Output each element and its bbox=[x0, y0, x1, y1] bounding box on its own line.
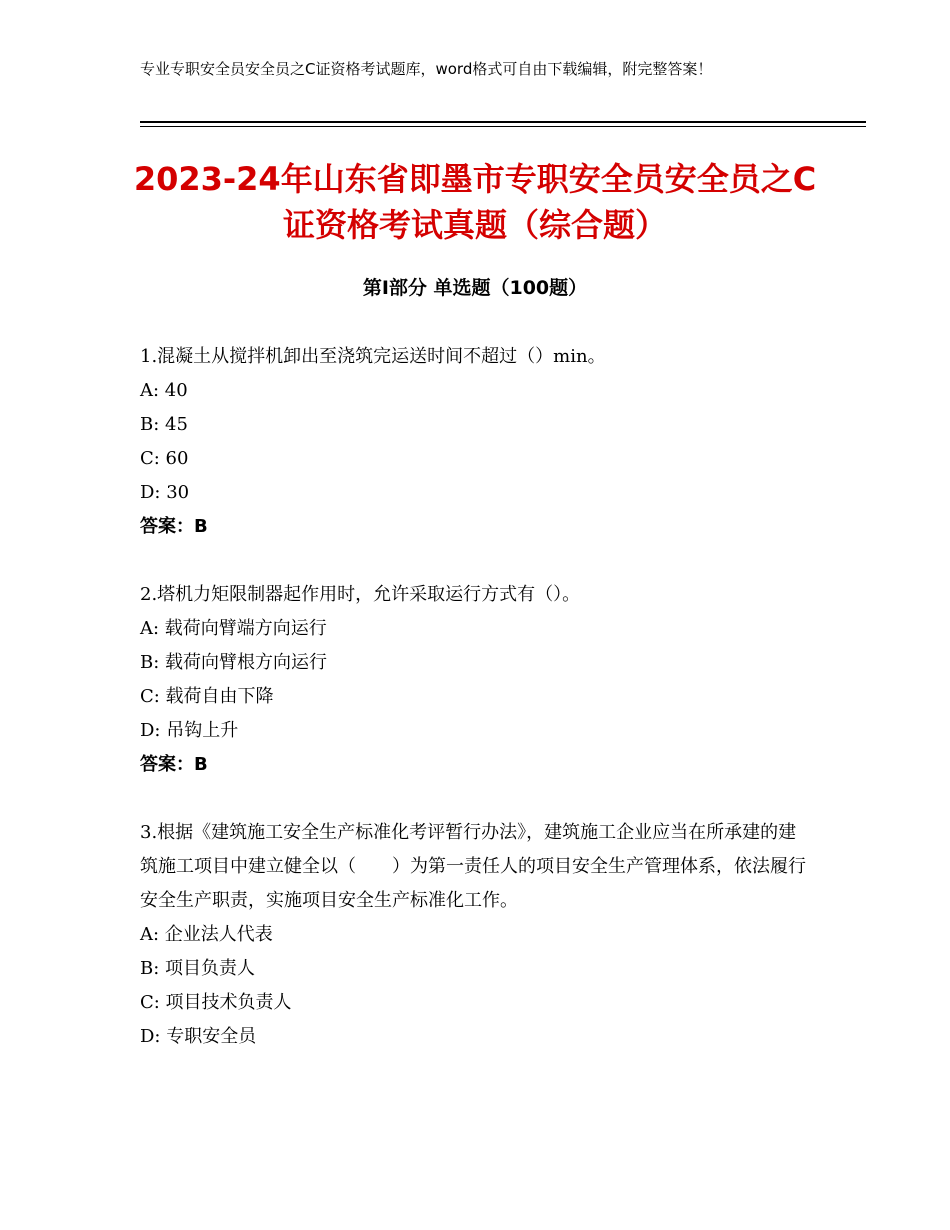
option-a: A: 企业法人代表 bbox=[140, 924, 273, 945]
option-b: B: 45 bbox=[140, 414, 188, 435]
question-text: 2.塔机力矩限制器起作用时，允许采取运行方式有（）。 bbox=[140, 584, 581, 605]
option-b: B: 项目负责人 bbox=[140, 958, 256, 979]
document-title: 2023-24年山东省即墨市专职安全员安全员之C证资格考试真题（综合题） bbox=[133, 160, 817, 244]
option-a: A: 载荷向臂端方向运行 bbox=[140, 618, 327, 639]
option-a: A: 40 bbox=[140, 380, 188, 401]
option-b: B: 载荷向臂根方向运行 bbox=[140, 652, 328, 673]
question-3 bbox=[140, 816, 810, 1054]
section-title: 第Ⅰ部分 单选题（100题） bbox=[362, 277, 588, 299]
option-d: D: 30 bbox=[140, 482, 190, 503]
answer: 答案：B bbox=[140, 516, 208, 537]
option-d: D: 专职安全员 bbox=[140, 1026, 257, 1047]
question-text: 1.混凝土从搅拌机卸出至浇筑完运送时间不超过（）min。 bbox=[140, 346, 606, 367]
option-c: C: 60 bbox=[140, 448, 189, 469]
header-note: 专业专职安全员安全员之C证资格考试题库，word格式可自由下载编辑，附完整答案！ bbox=[140, 60, 713, 78]
header-divider-thick bbox=[140, 121, 866, 123]
option-c: C: 载荷自由下降 bbox=[140, 686, 274, 707]
option-c: C: 项目技术负责人 bbox=[140, 992, 292, 1013]
option-d: D: 吊钩上升 bbox=[140, 720, 239, 741]
answer: 答案：B bbox=[140, 754, 208, 775]
question-2 bbox=[140, 578, 810, 782]
question-text: 3.根据《建筑施工安全生产标准化考评暂行办法》，建筑施工企业应当在所承建的建筑施工项目中建立健全以（ ）为第一责任人的项目安全生产管理体系，依法履行安全生产职责，实施项目安全生产标准化工作。 bbox=[140, 822, 806, 911]
question-list bbox=[140, 340, 810, 1088]
question-1 bbox=[140, 340, 810, 544]
header-divider-thin bbox=[140, 126, 866, 127]
